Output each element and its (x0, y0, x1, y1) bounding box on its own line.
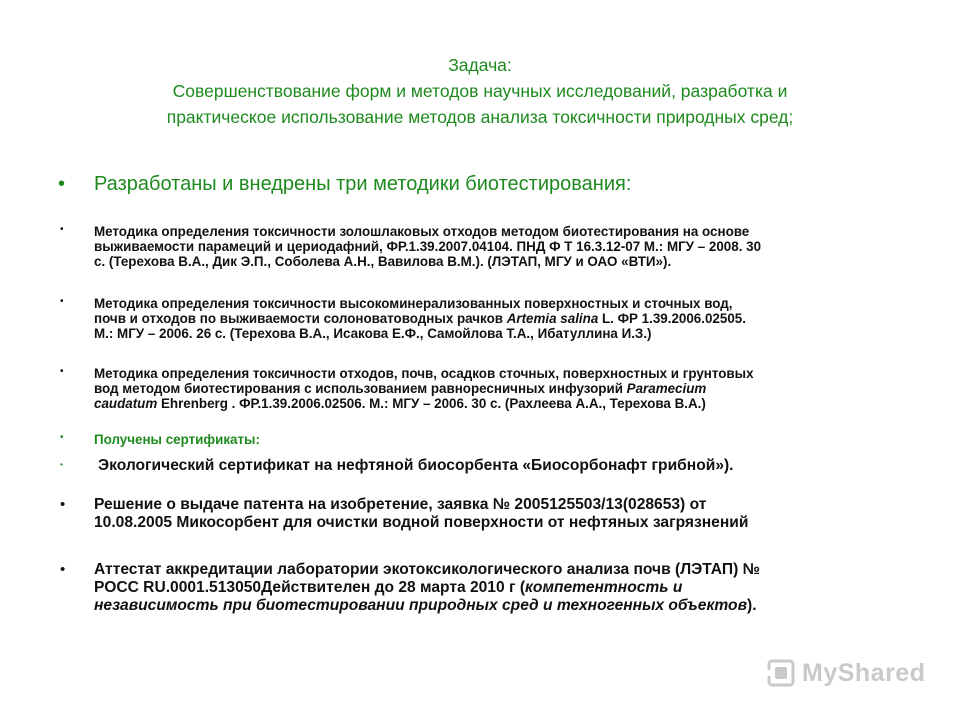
bullet-icon: • (60, 296, 64, 307)
bullet-icon: • (58, 173, 66, 195)
slide-header (60, 52, 900, 130)
bullet-icon: • (60, 460, 63, 469)
patent-line-1: Решение о выдаче патента на изобретение, заявка № 2005125503/13(028653) от (94, 496, 707, 513)
bullet-icon: • (60, 432, 64, 443)
myshared-logo-icon (766, 658, 796, 688)
method-1-line-1: Методика определения токсичности золошлаковых отходов методом биотестирования на основе (94, 224, 750, 239)
method-2-line-2: почв и отходов по выживаемости солоноватоводных рачков Artemia salina L. ФР 1.39.2006.02505. (94, 311, 746, 326)
method-2-line-3: М.: МГУ – 2006. 26 с. (Терехова В.А., Исакова Е.Ф., Самойлова Т.А., Ибатуллина И.З.) (94, 326, 652, 341)
species-name: Paramecium (626, 381, 707, 396)
method-1-line-3: с. (Терехова В.А., Дик Э.П., Соболева А.Н., Вавилова В.М.). (ЛЭТАП, МГУ и ОАО «ВТИ»). (94, 254, 672, 269)
attestat-line-1: Аттестат аккредитации лаборатории экотоксикологического анализа почв (ЛЭТАП) № (94, 561, 760, 578)
watermark-text: MyShared (802, 658, 926, 687)
method-1-line-2: выживаемости парамеций и цериодафний, ФР.1.39.2007.04104. ПНД Ф Т 16.3.12-07 М.: МГУ – 2008. 30 (94, 239, 762, 254)
main-bullet-text: Разработаны и внедрены три методики биотестирования: (94, 173, 632, 195)
bullet-icon: • (60, 366, 64, 377)
species-name: caudatum (94, 396, 158, 411)
attestat-line-2: РОСС RU.0001.513050Действителен до 28 марта 2010 г (компетентность и (94, 579, 683, 596)
species-name: Artemia salina (506, 311, 599, 326)
eco-certificate-text: Экологический сертификат на нефтяной биосорбента «Биосорбонафт грибной»). (98, 457, 734, 474)
attestat-line-3: независимость при биотестировании природных сред и техногенных объектов). (94, 597, 757, 614)
method-3-line-1: Методика определения токсичности отходов, почв, осадков сточных, поверхностных и грунтовых (94, 366, 754, 381)
bullet-icon: • (60, 496, 66, 513)
header-task-label: Задача: (448, 55, 512, 75)
method-3-line-2: вод методом биотестирования с использованием равноресничных инфузорий Paramecium (94, 381, 707, 396)
certificates-heading-text: Получены сертификаты: (94, 432, 260, 447)
bullet-icon: • (60, 561, 66, 578)
header-task-line-2: практическое использование методов анализа токсичности природных сред; (166, 107, 794, 127)
patent-line-2: 10.08.2005 Микосорбент для очистки водной поверхности от нефтяных загрязнений (94, 514, 749, 531)
method-3-line-3: caudatum Ehrenberg . ФР.1.39.2006.02506. М.: МГУ – 2006. 30 с. (Рахлеева А.А., Терехова В.А.) (94, 396, 706, 411)
method-2-line-1: Методика определения токсичности высокоминерализованных поверхностных и сточных вод, (94, 296, 733, 311)
myshared-watermark (766, 656, 926, 690)
bullet-icon: • (60, 224, 64, 235)
header-task-line-1: Совершенствование форм и методов научных исследований, разработка и (172, 81, 788, 101)
